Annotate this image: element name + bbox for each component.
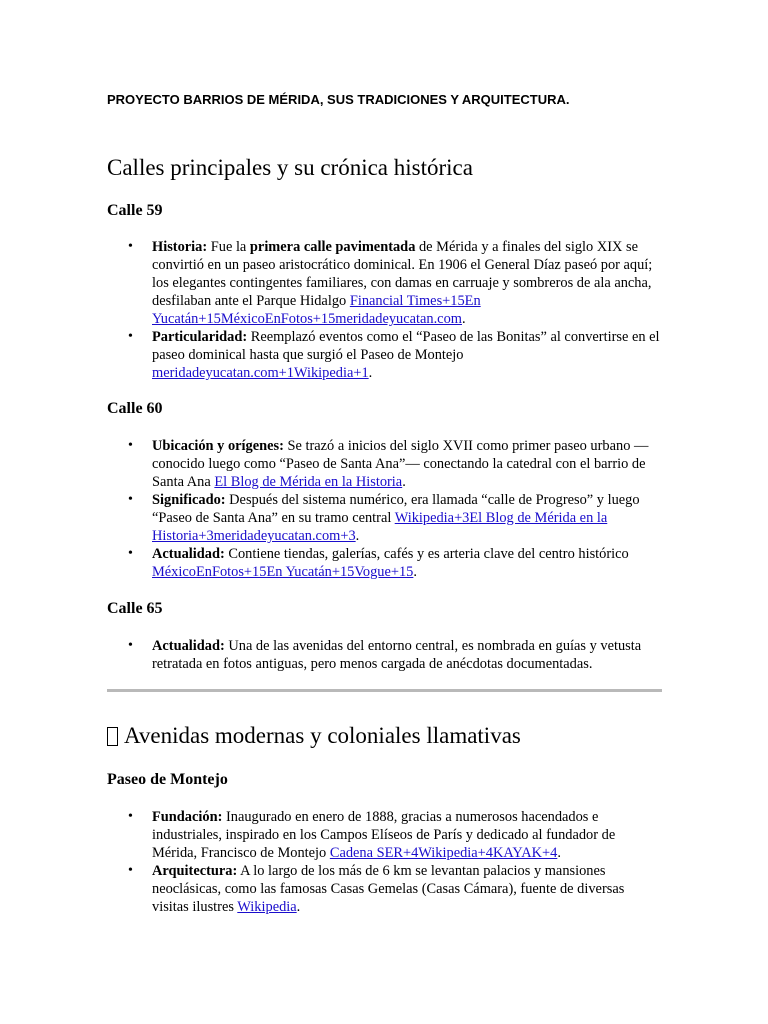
source-link[interactable]: Financial Times+15En Yucatán+15MéxicoEnFotos+15meridadeyucatan.com <box>152 293 481 327</box>
horizontal-rule <box>107 689 662 692</box>
item-bold-text: primera calle pavimentada <box>249 239 416 255</box>
source-link[interactable]: meridadeyucatan.com+1Wikipedia+1 <box>152 365 369 381</box>
document-header: PROYECTO BARRIOS DE MÉRIDA, SUS TRADICIONES Y ARQUITECTURA. <box>107 92 570 107</box>
list-calle-59 <box>107 238 663 382</box>
source-link[interactable]: Cadena SER+4Wikipedia+4KAYAK+4 <box>329 845 558 861</box>
source-link[interactable]: El Blog de Mérida en la Historia <box>214 474 403 490</box>
item-label: Arquitectura: <box>152 863 238 879</box>
item-text: Una de las avenidas del entorno central, es nombrada en guías y vetusta retratada en fotos antiguas, pero menos cargada de anécdotas documentadas. <box>152 638 642 672</box>
item-text: . <box>557 845 561 861</box>
list-paseo-de-montejo <box>107 808 663 916</box>
item-label: Actualidad: <box>152 638 225 654</box>
item-text: . <box>368 365 373 381</box>
list-calle-60 <box>107 437 663 581</box>
list-item <box>107 491 663 545</box>
item-text: . <box>402 474 406 490</box>
list-item <box>107 545 663 581</box>
item-text: A lo largo de los más de 6 km se levantan palacios y mansiones neoclásicas, como las famosas Casas Gemelas (Casas Cámara), fuente de diversas visitas ilustres <box>152 863 625 915</box>
list-item <box>107 808 663 862</box>
list-calle-65 <box>107 637 663 673</box>
heading-calle-59: Calle 59 <box>107 202 163 219</box>
source-link[interactable]: Wikipedia+3El Blog de Mérida en la Historia+3meridadeyucatan.com+3 <box>152 510 608 544</box>
bullet: • <box>128 809 133 824</box>
item-label: Significado: <box>152 492 226 508</box>
item-text: . <box>413 564 417 580</box>
bullet: • <box>128 239 133 254</box>
item-label: Historia: <box>152 239 208 255</box>
item-label: Ubicación y orígenes: <box>152 438 284 454</box>
list-item <box>107 437 663 491</box>
item-text: Fue la <box>207 239 250 255</box>
item-text: . <box>461 311 466 327</box>
bullet: • <box>128 638 133 653</box>
item-label: Actualidad: <box>152 546 225 562</box>
heading-paseo-de-montejo: Paseo de Montejo <box>107 771 228 788</box>
heading-calle-60: Calle 60 <box>107 400 163 417</box>
list-item <box>107 637 663 673</box>
list-item <box>107 862 663 916</box>
item-text: Contiene tiendas, galerías, cafés y es arteria clave del centro histórico <box>224 546 629 562</box>
bullet: • <box>128 546 133 561</box>
item-text: . <box>296 899 301 915</box>
heading-calle-65: Calle 65 <box>107 600 163 617</box>
item-text: Se trazó a inicios del siglo XVII como primer paseo urbano —conocido luego como “Paseo de Santa Ana”— conectando la catedral con el barrio de Santa Ana <box>152 438 649 490</box>
item-text: . <box>355 528 360 544</box>
item-text: Después del sistema numérico, era llamada “calle de Progreso” y luego “Paseo de Santa Ana” en su tramo central <box>152 492 640 526</box>
source-link[interactable]: MéxicoEnFotos+15En Yucatán+15Vogue+15 <box>152 564 414 580</box>
item-label: Fundación: <box>152 809 223 825</box>
list-item <box>107 238 663 328</box>
item-text: Inaugurado en enero de 1888, gracias a numerosos hacendados e industriales, inspirado en los Campos Elíseos de París y dedicado al fundador de Mérida, Francisco de Montejo <box>152 809 616 861</box>
item-label: Particularidad: <box>152 329 248 345</box>
list-item <box>107 328 663 382</box>
item-text: Reemplazó eventos como el “Paseo de las Bonitas” al convertirse en el paseo dominical hasta que surgió el Paseo de Montejo <box>152 329 660 363</box>
bullet: • <box>128 329 133 344</box>
source-link[interactable]: Wikipedia <box>237 899 297 915</box>
bullet: • <box>128 438 133 453</box>
section-title-text: Avenidas modernas y coloniales llamativas <box>124 723 521 748</box>
bullet: • <box>128 863 133 878</box>
section-title-avenidas <box>107 723 521 749</box>
bullet: • <box>128 492 133 507</box>
missing-glyph-icon <box>107 727 118 746</box>
section-title-calles: Calles principales y su crónica histórica <box>107 155 473 180</box>
item-text: de Mérida y a finales del siglo XIX se convirtió en un paseo aristocrático dominical. En 1906 el General Díaz paseó por aquí; los elegantes contingentes familiares, con damas en carruaje y sombreros de ala ancha, desfilaban ante el Parque Hidalgo <box>152 239 653 309</box>
